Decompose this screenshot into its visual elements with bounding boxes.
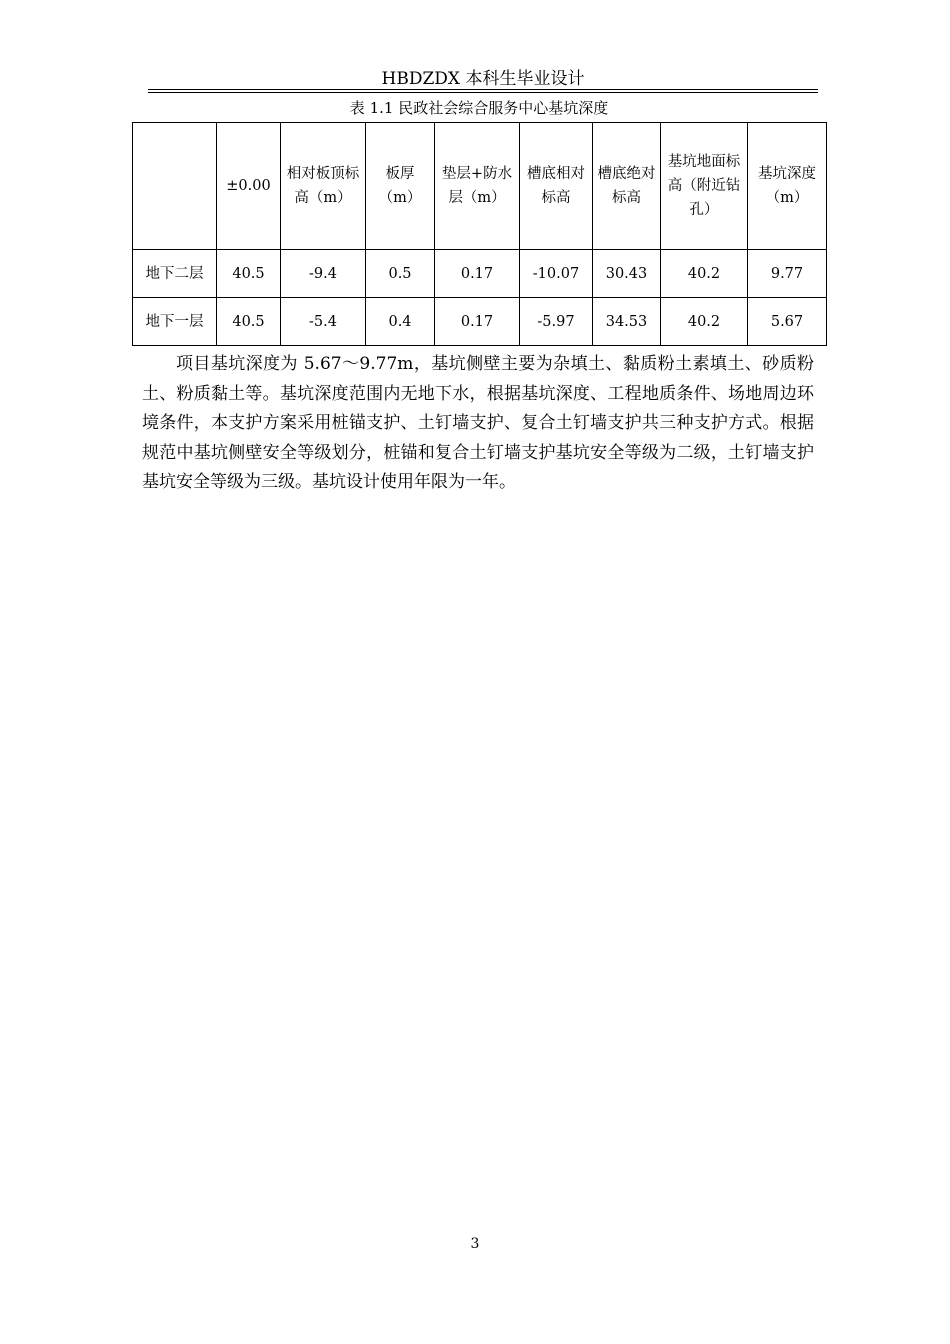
table-cell: 0.4 bbox=[366, 298, 435, 346]
table-cell: 5.67 bbox=[748, 298, 827, 346]
table-cell: 40.2 bbox=[661, 298, 748, 346]
table-cell: -5.97 bbox=[520, 298, 593, 346]
table-cell: 0.17 bbox=[435, 250, 520, 298]
column-header: 基坑深度（m） bbox=[748, 123, 827, 250]
table-cell: 40.5 bbox=[217, 298, 281, 346]
header-rule-thick bbox=[148, 89, 818, 90]
table-caption: 表 1.1 民政社会综合服务中心基坑深度 bbox=[349, 99, 609, 117]
table-cell: 地下一层 bbox=[133, 298, 217, 346]
page-number: 3 bbox=[470, 1236, 480, 1252]
table-cell: 0.17 bbox=[435, 298, 520, 346]
table-row bbox=[133, 298, 827, 346]
table-cell: -10.07 bbox=[520, 250, 593, 298]
foundation-pit-depth-table bbox=[132, 122, 827, 346]
column-header: ±0.00 bbox=[217, 123, 281, 250]
column-header bbox=[133, 123, 217, 250]
table-cell: 9.77 bbox=[748, 250, 827, 298]
table-cell: -9.4 bbox=[281, 250, 366, 298]
column-header: 垫层+防水层（m） bbox=[435, 123, 520, 250]
table-cell: 地下二层 bbox=[133, 250, 217, 298]
column-header: 板厚（m） bbox=[366, 123, 435, 250]
column-header: 基坑地面标高（附近钻孔） bbox=[661, 123, 748, 250]
table-cell: 40.5 bbox=[217, 250, 281, 298]
table-row bbox=[133, 250, 827, 298]
table-cell: 40.2 bbox=[661, 250, 748, 298]
table-header-row bbox=[133, 123, 827, 250]
table-cell: 30.43 bbox=[593, 250, 661, 298]
column-header: 槽底绝对标高 bbox=[593, 123, 661, 250]
body-paragraph: 项目基坑深度为 5.67～9.77m，基坑侧壁主要为杂填土、黏质粉土素填土、砂质粉土、粉质黏土等。基坑深度范围内无地下水，根据基坑深度、工程地质条件、场地周边环境条件，本支护方案采用桩锚支护、土钉墙支护、复合土钉墙支护共三种支护方式。根据规范中基坑侧壁安全等级划分，桩锚和复合土钉墙支护基坑安全等级为二级，土钉墙支护基坑安全等级为三级。基坑设计使用年限为一年。 bbox=[142, 354, 814, 492]
column-header: 相对板顶标高（m） bbox=[281, 123, 366, 250]
page-header-title: HBDZDX 本科生毕业设计 bbox=[381, 69, 585, 89]
table-cell: 0.5 bbox=[366, 250, 435, 298]
table-cell: -5.4 bbox=[281, 298, 366, 346]
table-cell: 34.53 bbox=[593, 298, 661, 346]
column-header: 槽底相对标高 bbox=[520, 123, 593, 250]
header-rule-thin bbox=[148, 92, 818, 93]
